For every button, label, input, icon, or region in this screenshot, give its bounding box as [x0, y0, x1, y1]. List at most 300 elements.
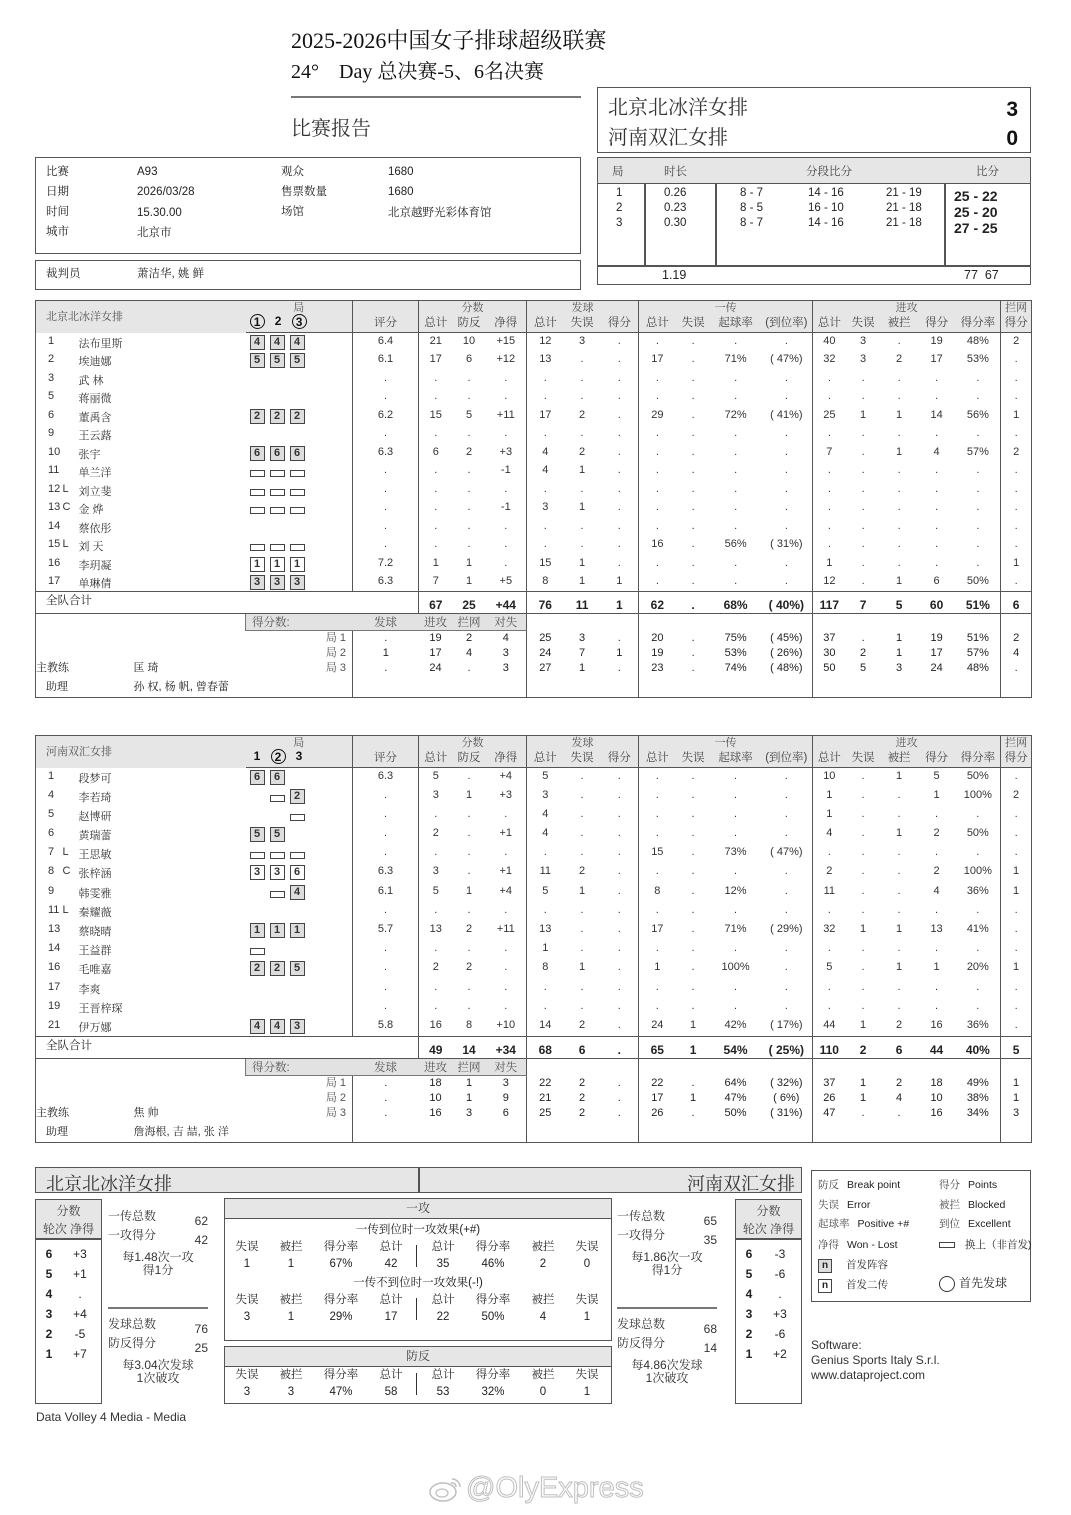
- attack-blocked: .: [897, 335, 901, 347]
- net-points: .: [504, 961, 508, 974]
- sideout-box: [224, 1198, 612, 1341]
- serve-total: 1: [527, 940, 564, 959]
- break-points: 2: [465, 445, 473, 458]
- team-totals-row: [36, 1036, 1032, 1058]
- away-value: 46%: [481, 1258, 505, 1270]
- starting-positions: [246, 462, 353, 481]
- rotation-box: 2: [250, 409, 265, 424]
- starting-positions: [246, 979, 353, 998]
- rotation-box: 6: [290, 446, 305, 461]
- spacer: [956, 1058, 1001, 1075]
- reception-excellent: .: [784, 445, 788, 458]
- spacer: [956, 614, 1001, 631]
- block-points: .: [1001, 998, 1032, 1017]
- break-points: 14: [453, 1036, 486, 1058]
- break-points: .: [467, 371, 471, 384]
- serve-points: .: [617, 942, 621, 955]
- reception-positive: 12%: [724, 884, 747, 897]
- starting-positions: [246, 333, 353, 352]
- reception-total: .: [639, 425, 676, 444]
- attack-pct: 57%: [966, 445, 989, 458]
- attack-pct: .: [976, 501, 980, 513]
- player-rating: .: [353, 940, 419, 959]
- player-role: [63, 825, 79, 844]
- col-label: 失误: [575, 1294, 599, 1306]
- championship-title: 2025-2026中国女子排球超级联赛: [291, 28, 607, 53]
- attack-blocked: .: [897, 865, 901, 878]
- column-header: 起球率: [711, 749, 761, 768]
- attack-pct: 57%: [966, 647, 989, 659]
- serve-points: .: [617, 538, 621, 550]
- rotation-box: 4: [250, 335, 265, 350]
- reception-total: .: [639, 462, 676, 481]
- serve-total: 27: [527, 661, 564, 676]
- attack-errors: 1: [860, 923, 867, 935]
- rotation-row: [736, 1304, 801, 1324]
- reception-total: 62: [639, 592, 676, 614]
- attack-points: .: [935, 903, 939, 916]
- time-label: 时间: [46, 206, 69, 218]
- net-points: +12: [496, 353, 516, 365]
- break-points: .: [467, 980, 471, 993]
- reception-errors: 1: [676, 1036, 711, 1058]
- team-total-label: 全队合计: [36, 592, 419, 614]
- attack-pct: 49%: [966, 1076, 989, 1089]
- substitute-marker: [290, 470, 305, 477]
- player-role: L: [62, 538, 69, 550]
- player-name: 刘 天: [78, 541, 104, 553]
- player-row: [36, 536, 1032, 555]
- attack-pct: 41%: [966, 923, 989, 935]
- attack-pct: 34%: [966, 1106, 989, 1119]
- serve-points: .: [617, 556, 621, 569]
- attack-blocked: 1: [896, 647, 903, 659]
- rotation-number: 4: [45, 1287, 53, 1301]
- serve-total: .: [527, 536, 564, 555]
- break-points: 1: [465, 788, 473, 801]
- stat-note: 得1分: [651, 1263, 683, 1277]
- serve-errors: .: [580, 390, 584, 402]
- watermark: [428, 1472, 644, 1505]
- software-url: www.dataproject.com: [811, 1368, 926, 1382]
- player-rating: 6.1: [353, 883, 419, 902]
- reception-excellent: .: [784, 575, 788, 587]
- sideout-title: 一攻: [225, 1199, 611, 1219]
- attack-total: 50: [813, 661, 846, 676]
- reception-excellent: .: [784, 788, 788, 801]
- rotation-row: [736, 1264, 801, 1284]
- reception-total: .: [639, 998, 676, 1017]
- attack-errors: .: [861, 445, 865, 458]
- rotation-header: 分数: [756, 1204, 781, 1218]
- block-points: 1: [1001, 959, 1032, 978]
- breakpoint-title: 防反: [225, 1347, 611, 1367]
- serve-total: 68: [527, 1036, 564, 1058]
- block-points: .: [1001, 536, 1032, 555]
- rotation-row: [736, 1344, 801, 1364]
- substitute-marker: [250, 507, 265, 514]
- empty-slot: [290, 827, 305, 842]
- attack-errors: .: [861, 884, 865, 897]
- serve-errors: .: [580, 846, 584, 859]
- serve-errors: 1: [579, 662, 586, 674]
- rotation-net: +7: [73, 1347, 87, 1361]
- reception-errors: .: [691, 827, 695, 840]
- serve-errors: 6: [564, 1036, 601, 1058]
- reception-total: 20: [639, 631, 676, 646]
- block-points: 1: [1001, 1090, 1032, 1105]
- breakdown-header: 对失: [486, 614, 527, 631]
- set-breakdown-row: [36, 1090, 1032, 1105]
- net-points: .: [504, 999, 508, 1012]
- player-row: [36, 959, 1032, 978]
- rotation-box: 4: [270, 1019, 285, 1034]
- player-role: L: [62, 903, 69, 916]
- player-number: 5: [48, 390, 55, 402]
- home-value: 1: [287, 1258, 295, 1270]
- rotation-number: 1: [745, 1347, 753, 1361]
- player-row: [36, 555, 1032, 574]
- block-points: 2: [1001, 631, 1032, 646]
- col-label: 得分率: [475, 1369, 511, 1381]
- break-points: .: [467, 464, 471, 476]
- attack-total: 30: [813, 646, 846, 661]
- reception-positive: .: [734, 903, 738, 916]
- attack-points: 13: [930, 923, 943, 935]
- col-label: 被拦: [279, 1369, 303, 1381]
- attack-errors: .: [861, 865, 865, 878]
- player-rating: .: [353, 518, 419, 537]
- rotation-box: 5: [270, 353, 285, 368]
- attack-blocked: 1: [896, 445, 903, 458]
- venue-label: 场馆: [281, 206, 304, 218]
- break-points: .: [467, 999, 471, 1012]
- attack-pct: .: [976, 538, 980, 550]
- rotation-box: 1: [270, 557, 285, 572]
- player-row: [36, 806, 1032, 825]
- block-points: 3: [1001, 1105, 1032, 1120]
- player-name: 王思敏: [78, 849, 112, 862]
- player-name: 金 烨: [78, 504, 104, 516]
- starting-positions: [246, 921, 353, 940]
- empty-slot: [290, 904, 305, 919]
- set-serve-points: .: [353, 1090, 419, 1105]
- attack-total: .: [813, 370, 846, 389]
- reception-positive: .: [734, 464, 738, 476]
- net-points: +1: [499, 865, 513, 878]
- break-points: 10: [462, 335, 476, 347]
- rotation-net: -6: [774, 1327, 786, 1341]
- block-points: .: [1001, 902, 1032, 921]
- set-label: 局 1: [325, 1076, 346, 1089]
- serve-total: 8: [527, 959, 564, 978]
- attack-blocked: 1: [896, 575, 903, 587]
- substitute-marker: [290, 544, 305, 551]
- stat-label: 发球总数: [108, 1317, 157, 1331]
- player-row: [36, 863, 1032, 882]
- reception-positive: .: [734, 980, 738, 993]
- attack-errors: .: [861, 390, 865, 402]
- block-points: .: [1001, 844, 1032, 863]
- sideout-positive-title: 一传到位时一攻效果(+#): [355, 1224, 481, 1236]
- attack-points: 10: [930, 1091, 943, 1104]
- attack-blocked: 1: [896, 961, 903, 974]
- coach-name: 焦 帅: [133, 1106, 159, 1119]
- legend-value: 换上（非首发): [965, 1239, 1032, 1251]
- attack-points: 6: [933, 575, 940, 587]
- reception-excellent: .: [784, 501, 788, 513]
- reception-total: .: [639, 768, 676, 787]
- reception-total: .: [639, 370, 676, 389]
- substitute-marker: [250, 489, 265, 496]
- player-name: 单琳倩: [78, 578, 112, 590]
- set-number: 1: [253, 748, 261, 763]
- substitute-icon: [939, 1242, 955, 1248]
- reception-total: .: [639, 573, 676, 592]
- serve-total: 12: [527, 333, 564, 352]
- player-rating: 6.3: [353, 573, 419, 592]
- substitute-marker: [270, 795, 285, 802]
- attack-points: 24: [930, 662, 943, 674]
- player-name: 王云蕗: [78, 430, 112, 442]
- serve-errors: 2: [579, 408, 586, 421]
- assistant-label: 助理: [46, 681, 68, 694]
- attack-errors: .: [861, 788, 865, 801]
- reception-errors: .: [691, 482, 695, 495]
- attack-blocked: .: [897, 427, 901, 439]
- net-points: +10: [496, 1018, 516, 1031]
- reception-total: .: [639, 518, 676, 537]
- block-points: .: [1001, 573, 1032, 592]
- reception-positive: .: [734, 501, 738, 513]
- serve-errors: .: [580, 482, 584, 495]
- serve-points: .: [617, 632, 621, 644]
- reception-excellent: .: [784, 980, 788, 993]
- total-duration: 1.19: [662, 268, 687, 282]
- substitute-marker: [250, 544, 265, 551]
- set-score: 27 - 25: [954, 220, 998, 236]
- attack-points: .: [935, 464, 939, 476]
- attack-points: 4: [933, 445, 940, 458]
- reception-positive: 71%: [724, 353, 747, 365]
- empty-slot: [250, 372, 265, 387]
- serve-errors: .: [580, 371, 584, 384]
- set-block-points: 2: [465, 632, 473, 645]
- reception-total: .: [639, 825, 676, 844]
- home-value: 3: [243, 1386, 251, 1398]
- set-breakdown-row: [36, 1075, 1032, 1090]
- rotation-number: 5: [45, 1267, 53, 1281]
- reception-total: 16: [639, 536, 676, 555]
- rotation-number: 2: [745, 1327, 753, 1341]
- serve-total: 76: [527, 592, 564, 614]
- rotation-net: +2: [773, 1347, 787, 1361]
- col-label: 被拦: [531, 1241, 555, 1253]
- net-points: .: [504, 371, 508, 384]
- col-label: 总计: [431, 1241, 455, 1253]
- rotation-number: 4: [745, 1287, 753, 1301]
- empty-slot: [250, 427, 265, 442]
- serve-points: .: [617, 1106, 621, 1119]
- reception-excellent: .: [784, 556, 788, 569]
- spacer: [711, 1058, 761, 1075]
- player-name: 黄瑞蕾: [78, 830, 112, 843]
- set-block-points: 1: [465, 1091, 473, 1104]
- player-row: [36, 499, 1032, 518]
- col-label: 总计: [379, 1294, 403, 1306]
- spacer: [813, 1058, 846, 1075]
- serve-total: 4: [527, 444, 564, 463]
- net-points: .: [504, 390, 508, 402]
- attack-blocked: 1: [896, 408, 903, 421]
- player-row: [36, 425, 1032, 444]
- empty-slot: [290, 372, 305, 387]
- block-points: 6: [1001, 592, 1032, 614]
- summary-team-bar: [35, 1167, 802, 1193]
- reception-excellent: ( 31%): [770, 1106, 803, 1119]
- substitute-marker: [290, 852, 305, 859]
- spacer: [918, 676, 956, 698]
- breakdown-header: 进攻: [419, 614, 453, 631]
- serve-points: .: [617, 464, 621, 476]
- serve-total: 25: [527, 631, 564, 646]
- column-header: 失误: [676, 749, 711, 768]
- attack-points: 5: [933, 770, 940, 782]
- rotation-box: 6: [270, 446, 285, 461]
- reception-errors: .: [691, 335, 695, 347]
- points-total: 5: [419, 768, 453, 787]
- reception-excellent: .: [784, 464, 788, 476]
- col-label: 得分率: [475, 1294, 511, 1306]
- stat-label: 一传总数: [617, 1209, 666, 1223]
- attack-errors: .: [861, 427, 865, 439]
- net-points: +4: [499, 884, 513, 897]
- legend-key: 得分: [939, 1179, 960, 1191]
- home-team-stats-table: [35, 300, 1032, 698]
- legend-value: Positive +#: [857, 1218, 910, 1230]
- attack-pct: .: [976, 999, 980, 1012]
- col-label: 被拦: [531, 1369, 555, 1381]
- spacer: [761, 614, 813, 631]
- breakdown-header: 发球: [353, 614, 419, 631]
- attack-total: .: [813, 518, 846, 537]
- player-rating: .: [353, 979, 419, 998]
- serve-total: 4: [527, 462, 564, 481]
- attack-blocked: 4: [896, 1091, 903, 1104]
- player-number: 8: [48, 865, 55, 878]
- attack-total: 25: [813, 407, 846, 426]
- serve-errors: 1: [579, 464, 586, 476]
- attack-pct: 100%: [963, 865, 992, 878]
- empty-slot: [270, 390, 285, 405]
- reception-total: .: [639, 444, 676, 463]
- home-value: 1: [243, 1258, 251, 1270]
- serve-total: 17: [527, 407, 564, 426]
- serve-points: .: [617, 961, 621, 974]
- attack-total: .: [813, 998, 846, 1017]
- set-p2: 14 - 16: [808, 187, 844, 199]
- reception-positive: .: [734, 575, 738, 587]
- reception-total: .: [639, 333, 676, 352]
- rotation-number: 1: [45, 1347, 53, 1361]
- serve-total: 13: [527, 351, 564, 370]
- away-value: 1: [583, 1386, 591, 1398]
- attack-points: .: [935, 556, 939, 569]
- player-number: 6: [48, 827, 55, 840]
- attack-errors: 5: [860, 662, 867, 674]
- starting-positions: [246, 863, 353, 882]
- attack-errors: 1: [860, 1091, 867, 1104]
- set-p1: 8 - 5: [740, 202, 764, 214]
- spacer: [564, 1058, 601, 1075]
- serve-errors: 1: [578, 961, 586, 974]
- net-points: .: [504, 519, 508, 532]
- rotation-net: -3: [774, 1247, 786, 1261]
- set-attack-points: 10: [429, 1091, 442, 1104]
- reception-errors: .: [691, 980, 695, 993]
- serve-total: .: [527, 425, 564, 444]
- net-points: .: [504, 942, 508, 955]
- set-number: 3: [295, 748, 303, 763]
- player-name: 伊万娜: [78, 1021, 112, 1034]
- spacer: [881, 614, 918, 631]
- player-rating: 5.7: [353, 921, 419, 940]
- player-number: 9: [48, 427, 55, 439]
- block-points: .: [1001, 921, 1032, 940]
- reception-total: 17: [639, 921, 676, 940]
- player-name: 蒋丽微: [78, 393, 112, 405]
- player-name: 张宇: [78, 448, 101, 461]
- set-opponent-errors: 4: [502, 632, 509, 645]
- stat-note: 得1分: [142, 1263, 174, 1277]
- block-points: .: [1001, 940, 1032, 959]
- net-points: +15: [496, 335, 516, 347]
- reception-total: 17: [639, 351, 676, 370]
- footer-text: Data Volley 4 Media - Media: [36, 1410, 187, 1424]
- reception-excellent: .: [784, 865, 788, 878]
- points-total: .: [419, 481, 453, 500]
- attack-total: 37: [813, 631, 846, 646]
- rotation-net: +4: [73, 1307, 87, 1321]
- attack-blocked: 1: [896, 923, 903, 935]
- reception-positive: 64%: [724, 1076, 747, 1089]
- block-group-header: 拦网: [1001, 301, 1032, 314]
- column-header: 得分: [601, 749, 639, 768]
- starting-positions: [246, 573, 353, 592]
- player-rating: .: [353, 536, 419, 555]
- column-header: 净得: [486, 749, 527, 768]
- set-p1: 8 - 7: [740, 217, 764, 229]
- points-total: 5: [419, 883, 453, 902]
- spacer: [846, 614, 881, 631]
- attack-pct: .: [976, 903, 980, 916]
- reception-errors: .: [691, 575, 695, 587]
- starting-positions: [246, 825, 353, 844]
- column-header: 评分: [353, 314, 419, 333]
- reception-excellent: .: [784, 482, 788, 495]
- attack-points: 17: [930, 647, 943, 659]
- spacer: [1001, 676, 1032, 698]
- player-name: 武 林: [78, 374, 104, 387]
- attack-total: 44: [813, 1017, 846, 1036]
- serve-total: 3: [527, 787, 564, 806]
- break-points: 1: [465, 884, 473, 897]
- column-header: 得分: [918, 749, 956, 768]
- empty-slot: [290, 981, 305, 996]
- set-score: 25 - 22: [954, 188, 998, 204]
- serve-points: 1: [601, 592, 639, 614]
- reception-excellent: ( 31%): [770, 538, 803, 550]
